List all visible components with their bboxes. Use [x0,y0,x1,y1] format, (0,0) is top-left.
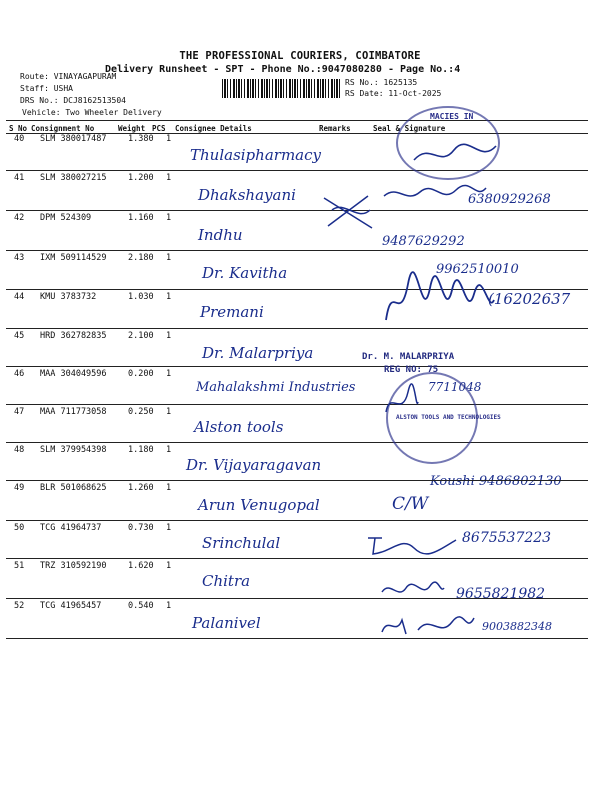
row-pcs: 1 [166,173,172,183]
row-sno: 46 [14,369,25,379]
row-signature: Koushi 9486802130 [430,474,562,489]
row-weight: 0.730 [128,523,154,533]
row-weight: 0.540 [128,601,154,611]
row-weight: 0.250 [128,407,154,417]
col-weight: Weight [118,124,146,133]
row-divider [6,558,588,559]
row-sno: 52 [14,601,25,611]
col-seal-signature: Seal & Signature [373,124,446,133]
row-sno: 49 [14,483,25,493]
row-signature: C/W [392,494,429,514]
row-divider [6,250,588,251]
row-consignment: KMU 3783732 [40,292,97,302]
col-consignee: Consignee Details [175,124,252,133]
row-signature: 9655821982 [456,586,546,602]
row-pcs: 1 [166,213,172,223]
row-consignee: Srinchulal [202,534,281,552]
row-consignee: Alston tools [194,418,284,436]
row-consignee: Thulasipharmacy [190,146,321,164]
barcode [222,79,340,98]
staff-label: Staff: USHA [20,84,73,93]
row-consignment: IXM 509114529 [40,253,107,263]
row-consignee: Palanivel [192,614,261,632]
row-pcs: 1 [166,601,172,611]
signature-scribble-44 [378,270,498,332]
row-divider [6,210,588,211]
col-remarks: Remarks [319,124,351,133]
row-weight: 1.620 [128,561,154,571]
row-sno: 44 [14,292,25,302]
row-consignment: BLR 501068625 [40,483,107,493]
row-consignment: DPM 524309 [40,213,92,223]
row-sno: 43 [14,253,25,263]
row-consignee: Premani [200,303,264,321]
row-consignment: MAA 304049596 [40,369,107,379]
pharmacy-stamp-text: MACIES IN [430,112,474,121]
row-divider [6,170,588,171]
row-weight: 1.160 [128,213,154,223]
row-pcs: 1 [166,523,172,533]
signature-scribble-51 [378,578,448,600]
row-consignee: Dr. Malarpriya [202,344,314,362]
row-sno: 42 [14,213,25,223]
col-sno: S No [9,124,28,133]
row-consignment: SLM 380017487 [40,134,107,144]
row-sno: 40 [14,134,25,144]
row-sno: 51 [14,561,25,571]
signature-scribble-46 [380,382,420,422]
route-label: Route: VINAYAGAPURAM [20,72,117,81]
runsheet-subtitle: Delivery Runsheet - SPT - Phone No.:9047080280 - Page No.:4 [105,64,461,75]
row-pcs: 1 [166,369,172,379]
signature-scribble-41 [380,182,490,206]
row-divider [6,442,588,443]
row-signature: 6380929268 [468,192,551,207]
row-consignment: HRD 362782835 [40,331,107,341]
row-consignment: SLM 379954398 [40,445,107,455]
row-divider [6,328,588,329]
row-pcs: 1 [166,292,172,302]
signature-scribble-50 [362,532,462,558]
header-top-rule [6,120,588,121]
row-consignee: Indhu [198,226,243,244]
col-pcs: PCS [152,124,166,133]
row-divider [6,598,588,599]
vehicle-label: Vehicle: Two Wheeler Delivery [22,108,162,117]
signature-scribble-40 [410,140,500,170]
row-pcs: 1 [166,253,172,263]
alston-stamp-text: ALSTON TOOLS AND TECHNOLOGIES [396,414,501,421]
rs-date: RS Date: 11-Oct-2025 [345,89,442,98]
row-weight: 1.260 [128,483,154,493]
row-sno: 47 [14,407,25,417]
row-consignee: Dhakshayani [198,186,296,204]
row-sno: 41 [14,173,25,183]
row-weight: 1.200 [128,173,154,183]
row-consignment: TRZ 310592190 [40,561,107,571]
row-consignment: TCG 41964737 [40,523,102,533]
row-pcs: 1 [166,407,172,417]
doctor-stamp-name: Dr. M. MALARPRIYA [362,352,455,362]
row-weight: 2.180 [128,253,154,263]
row-signature: 9487629292 [382,234,465,249]
row-consignee: Arun Venugopal [198,496,320,514]
row-46-signature-number: 7711048 [428,380,482,394]
row-consignment: MAA 711773058 [40,407,107,417]
signature-scribble-52 [378,612,478,640]
row-pcs: 1 [166,483,172,493]
row-consignee: Dr. Kavitha [202,264,288,282]
row-consignee: Dr. Vijayaragavan [186,456,322,474]
row-pcs: 1 [166,561,172,571]
row-weight: 1.030 [128,292,154,302]
row-divider [6,480,588,481]
row-divider [6,638,588,639]
row-weight: 2.100 [128,331,154,341]
row-signature: 8675537223 [462,530,552,546]
col-consignment: Consignment No [31,124,95,133]
row-sno: 45 [14,331,25,341]
row-consignee: Chitra [202,572,251,590]
row-44-signature-number: (16202637 [488,290,571,308]
rs-number: RS No.: 1625135 [345,78,418,87]
cross-scribble [318,192,378,232]
doctor-stamp-reg: REG NO: 75 [384,365,439,375]
row-consignee: Mahalakshmi Industries [196,380,356,395]
drs-number: DRS No.: DCJ8162513504 [20,96,126,105]
row-sno: 48 [14,445,25,455]
row-pcs: 1 [166,445,172,455]
row-pcs: 1 [166,134,172,144]
row-consignment: SLM 380027215 [40,173,107,183]
row-sno: 50 [14,523,25,533]
row-pcs: 1 [166,331,172,341]
row-weight: 1.180 [128,445,154,455]
row-divider [6,366,588,367]
row-signature: 9962510010 [436,262,519,277]
row-divider [6,404,588,405]
row-divider [6,520,588,521]
row-consignment: TCG 41965457 [40,601,102,611]
row-weight: 1.380 [128,134,154,144]
company-title: THE PROFESSIONAL COURIERS, COIMBATORE [179,50,421,62]
row-signature: 9003882348 [482,620,552,633]
row-weight: 0.200 [128,369,154,379]
